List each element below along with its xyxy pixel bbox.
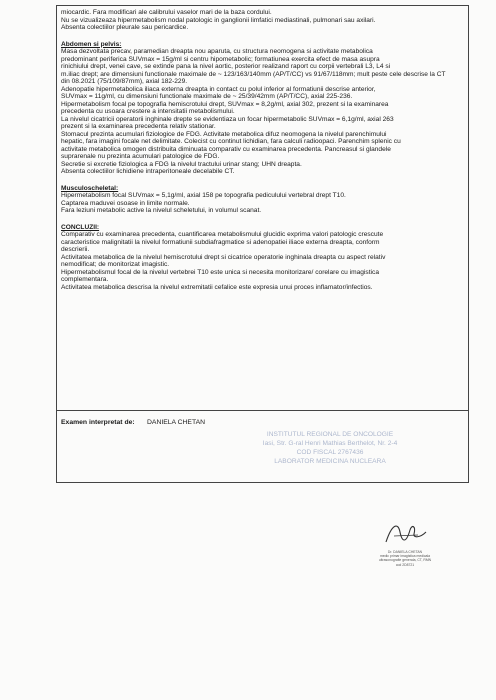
text-line: Hipermetabolismul focal de la nivelul vertebrei T10 este unica si necesita monitorizare/ corelare cu imagistica: [61, 268, 379, 276]
musculoskeletal-section: [61, 192, 464, 215]
text-line: activitate metabolica omogen distribuita diminuata comparativ cu examinarea precedenta. Pancreasul si glandele: [61, 145, 391, 153]
handwritten-signature: [380, 518, 430, 548]
stamp-line: INSTITUTUL REGIONAL DE ONCOLOGIE: [266, 431, 394, 438]
text-line: Hipermetabolism focal SUVmax = 5,1g/ml, axial 158 pe topografia pediculului vertebral drept T10.: [61, 192, 346, 199]
text-line: Captarea maduvei osoase in limite normale.: [61, 199, 190, 207]
institution-stamp: [250, 430, 410, 490]
text-line: prezent si la examinarea precedenta relativ stationar.: [61, 123, 216, 130]
text-line: Absenta colectiilor lichidiene intraperitoneale decelabile CT.: [61, 168, 235, 175]
section-heading-conclusions: CONCLUZII:: [61, 223, 100, 231]
text-line: SUVmax = 11g/ml, cu dimensiuni functionale maximale de ~ 25/39/42mm (AP/T/CC), axial 225-236.: [61, 93, 353, 100]
text-line: Comparativ cu examinarea precedenta, cuantificarea metabolismului glucidic exprima valori patologic crescute: [61, 231, 384, 238]
text-line: Secretie si excretie fiziologica a FDG la nivelul tractului urinar stang; UHN dreapta.: [61, 160, 302, 168]
text-line: Masa dezvoltata precav, paramedian dreapta nou aparuta, cu structura neomogena si activitate metabolica: [61, 48, 373, 55]
text-line: Absenta colectiilor pleurale sau pericardice.: [61, 24, 189, 31]
interpreter-name: DANIELA CHETAN: [147, 419, 206, 426]
text-line: precedenta cu usoara crestere a intensitatii metabolismului.: [61, 108, 235, 115]
stamp-line: LABORATOR MEDICINA NUCLEARA: [274, 458, 386, 465]
text-line: nemodificat; de monitorizat imagistic.: [61, 261, 170, 268]
section-heading-musculoskeletal: Musculoscheletal:: [61, 184, 119, 192]
divider-line: [57, 410, 468, 411]
section-heading-abdomen: Abdomen si pelvis:: [61, 40, 122, 48]
text-line: caracteristice malignitatii la nivelul formatiunii subdiafragmatice si adenopatiei iliace externa dreapta, conform: [61, 238, 380, 246]
text-line: predominant periferica SUVmax = 15g/ml si centru hipometabolic; formatiunea exercita efect de masa asupra: [61, 55, 380, 63]
stamp-line: Iasi, Str. G-ral Henri Mathias Berthelot, Nr. 2-4: [262, 440, 398, 447]
signature-line: cod 2D8721: [395, 562, 415, 567]
text-line: miocardic. Fara modificari ale calibrului vaselor mari de la baza cordului.: [61, 9, 272, 16]
text-line: Activitatea metabolica descrisa la nivelul extremitatii cefalice este expresia unui proces inflamator/infectios.: [61, 283, 373, 291]
text-line: din 08.2021 (75/109/87mm), axial 182-229.: [61, 78, 188, 85]
text-line: descrierii.: [61, 246, 90, 253]
stamp-line: COD FISCAL 2767436: [296, 449, 364, 456]
text-line: Fara leziuni metabolic active la nivelul scheletului, in volumul scanat.: [61, 207, 262, 214]
text-line: Hipermetabolism focal pe topografia hemiscrotului drept, SUVmax = 8,2g/ml, axial 302, prezent si la examinarea: [61, 100, 389, 108]
text-line: hepatic, fara imagini focale net delimitate. Colecist cu continut lichidian, fara calculi radioopaci. Parenchim splenic cu: [61, 138, 401, 145]
signature-line: ultrasonografie generala, CT, RMN: [378, 558, 432, 563]
interpreted-by-label: Examen interpretat de:: [61, 419, 135, 426]
conclusions-section: [61, 231, 464, 291]
text-line: complementara.: [61, 276, 109, 283]
text-line: rinichiului drept, venei cave, se extinde pana la nivel aortic, posterior realizand raport cu corpii vertebrali L3, L4 si: [61, 63, 391, 70]
text-line: Nu se vizualizeaza hipermetabolism nodal patologic in ganglionii limfatici mediastinali, pulmonari sau axilari.: [61, 16, 376, 24]
thorax-continuation: [61, 9, 464, 32]
text-line: Activitatea metabolica de la nivelul hemiscrotului drept si cicatrice operatorie inghinala dreapta cu aspect relativ: [61, 253, 386, 261]
signature-block: [360, 550, 450, 567]
text-line: Stomacul prezinta acumulari fiziologice de FDG. Activitate metabolica difuz neomogena la nivelul parenchimului: [61, 130, 387, 138]
text-line: La nivelul cicatricii operatorii inghinale drepte se evidentiaza un focar hipermetabolic SUVmax = 6,1g/ml, axial 263: [61, 115, 394, 123]
text-line: m.iliac drept; are dimensiuni functionale maximale de ~ 123/163/140mm (AP/T/CC) vs 91/67/118mm; mult peste cele descrise la CT: [61, 70, 446, 78]
report-frame: [56, 5, 469, 483]
signature-line: Dr. DANIELA CHETAN: [387, 550, 423, 554]
signature-line: medic primar imagistica medicala: [379, 554, 431, 559]
text-line: Adenopatie hipermetabolica iliaca externa dreapta in contact cu polul inferior al formatiunii descrise anterior,: [61, 85, 376, 93]
text-line: suprarenale nu prezinta acumulari patologice de FDG.: [61, 153, 220, 160]
abdomen-section: [61, 48, 464, 176]
